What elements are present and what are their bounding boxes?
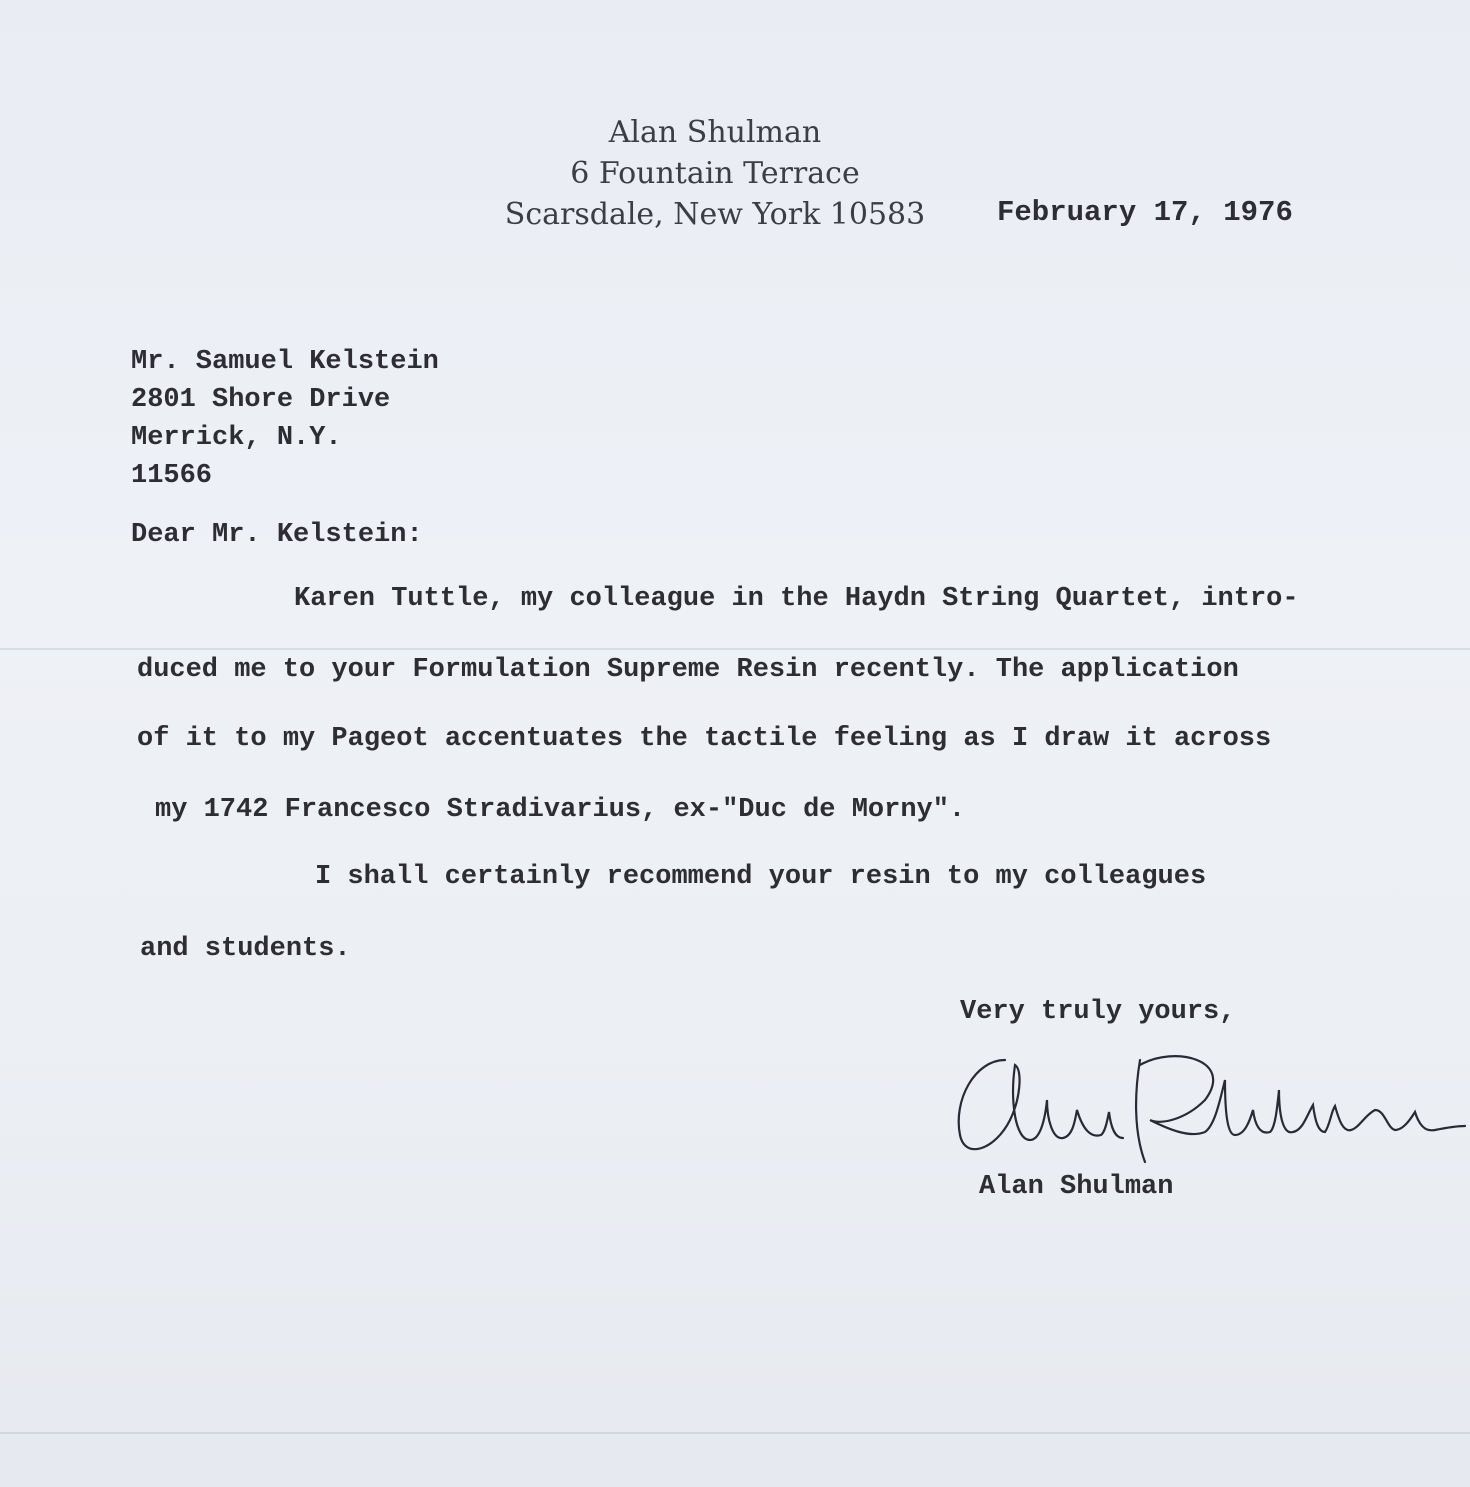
body-line: duced me to your Formulation Supreme Resin recently. The application <box>137 655 1239 685</box>
salutation: Dear Mr. Kelstein: <box>131 520 423 550</box>
body-line: my 1742 Francesco Stradivarius, ex-"Duc de Morny". <box>155 795 966 825</box>
body-line: and students. <box>140 934 351 964</box>
body-line: Karen Tuttle, my colleague in the Haydn String Quartet, intro- <box>294 584 1299 614</box>
paper-fold-line-bottom <box>0 1432 1470 1434</box>
recipient-name: Mr. Samuel Kelstein <box>131 347 439 377</box>
letterhead-name: Alan Shulman <box>608 115 822 150</box>
body-line: I shall certainly recommend your resin to my colleagues <box>315 862 1207 892</box>
signer-name: Alan Shulman <box>979 1172 1174 1202</box>
recipient-city: Merrick, N.Y. <box>131 423 342 453</box>
letterhead-city: Scarsdale, New York 10583 <box>504 197 926 232</box>
body-line: of it to my Pageot accentuates the tactile feeling as I draw it across <box>137 724 1272 754</box>
letterhead-street: 6 Fountain Terrace <box>570 156 860 191</box>
closing: Very truly yours, <box>960 997 1236 1027</box>
recipient-street: 2801 Shore Drive <box>131 385 391 415</box>
letter-date: February 17, 1976 <box>997 196 1293 229</box>
recipient-zip: 11566 <box>131 461 213 491</box>
letterhead <box>480 112 950 235</box>
recipient-address <box>131 343 439 495</box>
handwritten-signature <box>935 1040 1470 1180</box>
paper-fold-line <box>0 648 1470 650</box>
